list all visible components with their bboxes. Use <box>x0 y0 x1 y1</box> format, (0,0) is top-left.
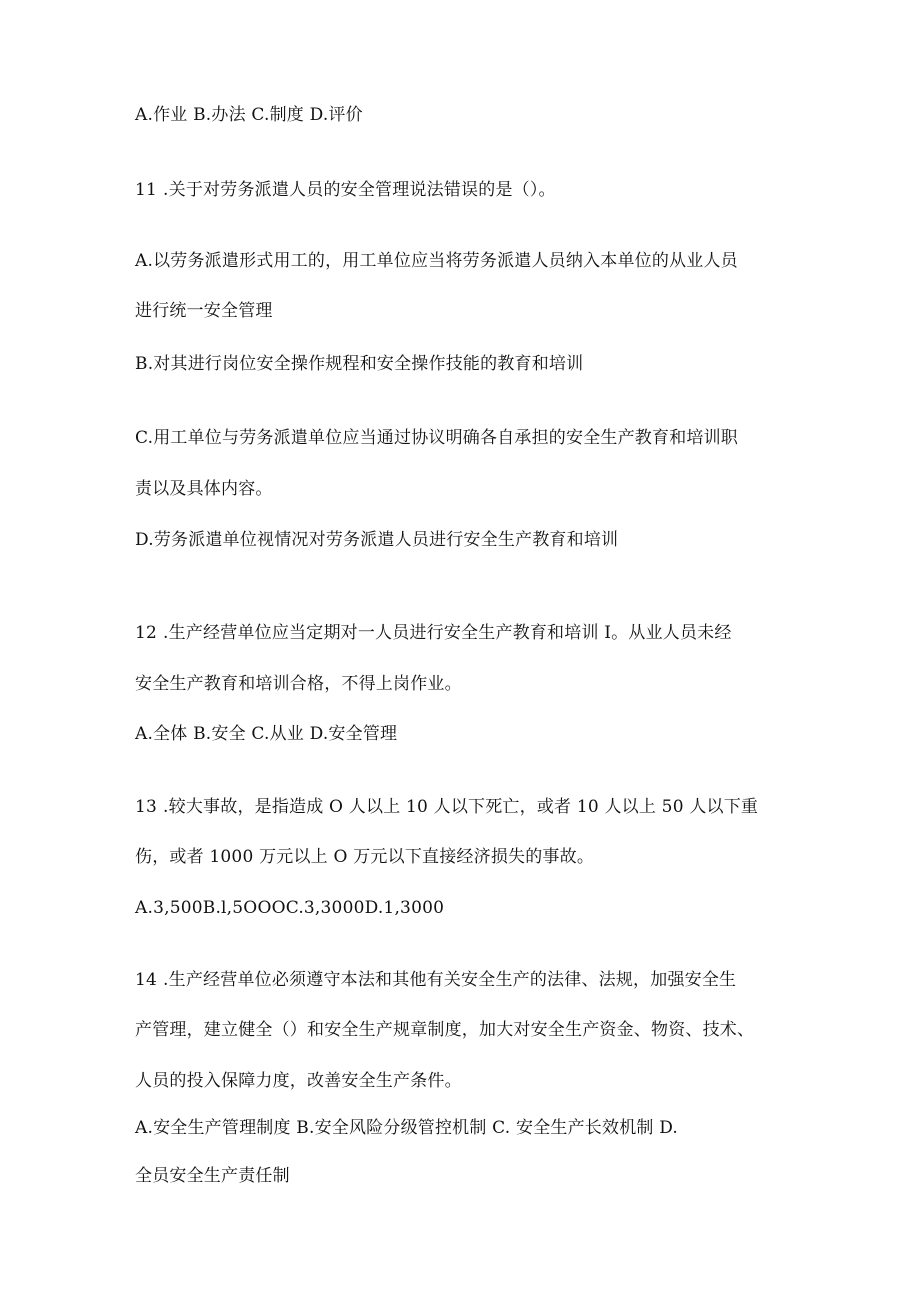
q12-options: A.全体 B.安全 C.从业 D.安全管理 <box>135 724 398 744</box>
q11-number: 11 <box>135 180 158 200</box>
q11-stem-text: .关于对劳务派遣人员的安全管理说法错误的是（）。 <box>163 180 556 200</box>
q13-stem-line1 <box>135 796 758 818</box>
q11-option-c-line2: 责以及具体内容。 <box>135 479 273 499</box>
q11-option-b: B.对其进行岗位安全操作规程和安全操作技能的教育和培训 <box>135 354 584 374</box>
q14-options-line2: 全员安全生产责任制 <box>135 1166 290 1186</box>
q12-stem-line2: 安全生产教育和培训合格，不得上岗作业。 <box>135 674 462 694</box>
q11-option-a-line1: A.以劳务派遣形式用工的，用工单位应当将劳务派遣人员纳入本单位的从业人员 <box>135 251 738 271</box>
q11-option-c-line1: C.用工单位与劳务派遣单位应当通过协议明确各自承担的安全生产教育和培训职 <box>135 428 739 448</box>
q14-stem-line2: 产管理，建立健全（）和安全生产规章制度，加大对安全生产资金、物资、技术、 <box>135 1020 755 1040</box>
q14-stem-line1 <box>135 969 736 991</box>
q11-stem <box>135 179 556 201</box>
q11-option-a-line2: 进行统一安全管理 <box>135 301 273 321</box>
q13-stem-line2: 伤，或者 1000 万元以上 O 万元以下直接经济损失的事故。 <box>135 847 595 867</box>
q14-stem-line3: 人员的投入保障力度，改善安全生产条件。 <box>135 1071 462 1091</box>
q14-number: 14 <box>135 970 158 990</box>
q12-stem-line1 <box>135 622 732 644</box>
q12-stem-text: .生产经营单位应当定期对一人员进行安全生产教育和培训 I。从业人员未经 <box>163 623 732 643</box>
q13-stem-text: .较大事故，是指造成 O 人以上 10 人以下死亡，或者 10 人以上 50 人以下重 <box>163 797 759 817</box>
q14-stem-text: .生产经营单位必须遵守本法和其他有关安全生产的法律、法规，加强安全生 <box>163 970 737 990</box>
q13-options: A.3,500B.l,5OOOC.3,3000D.1,3000 <box>135 898 445 918</box>
q11-option-d: D.劳务派遣单位视情况对劳务派遣人员进行安全生产教育和培训 <box>135 530 619 550</box>
q13-number: 13 <box>135 797 158 817</box>
q10-options: A.作业 B.办法 C.制度 D.评价 <box>135 105 363 125</box>
q12-number: 12 <box>135 623 158 643</box>
q14-options-line1: A.安全生产管理制度 B.安全风险分级管控机制 C. 安全生产长效机制 D. <box>135 1118 679 1138</box>
